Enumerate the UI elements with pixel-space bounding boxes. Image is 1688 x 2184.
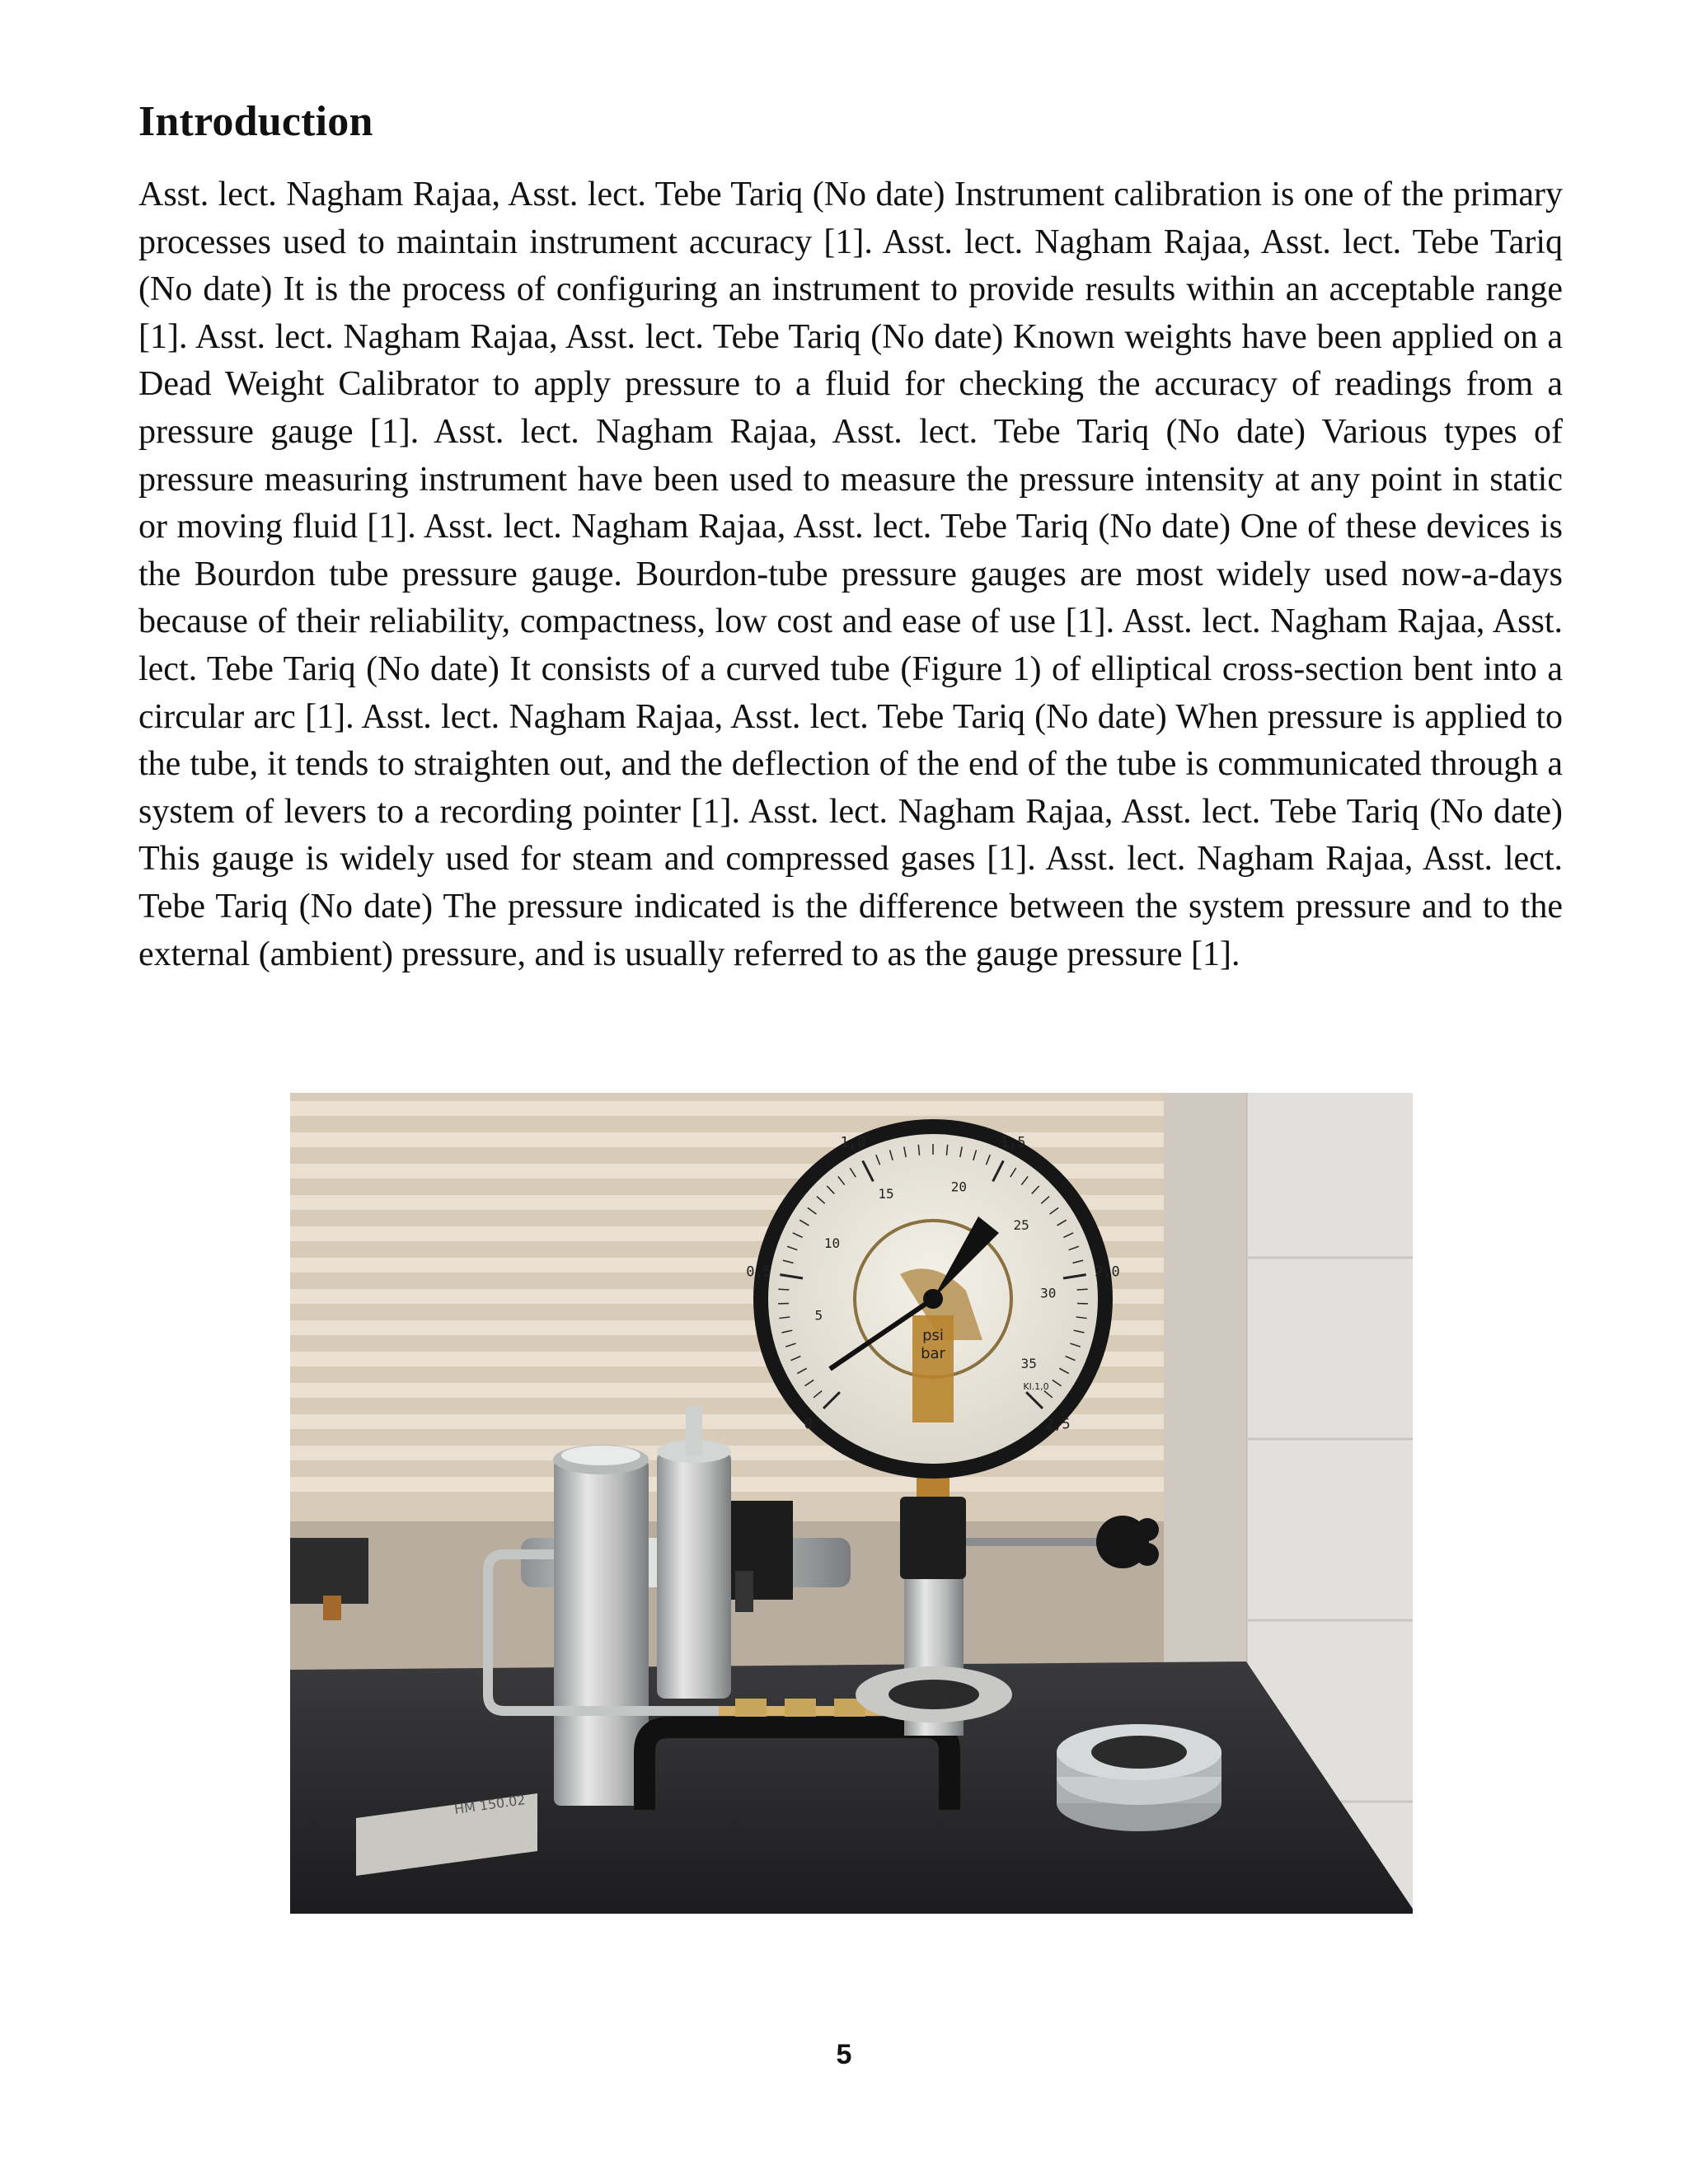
gauge-unit-psi: psi — [922, 1327, 944, 1344]
gauge-outer-label: 1,0 — [840, 1134, 866, 1151]
nameplate-text: HM 150.02 — [452, 1792, 527, 1817]
gauge-inner-label: 20 — [950, 1179, 967, 1195]
left-bench — [290, 1538, 368, 1604]
gauge-inner-label: 10 — [823, 1235, 841, 1252]
gauge-tick — [778, 1289, 789, 1290]
piston-cylinder — [657, 1451, 731, 1699]
gauge-outer-label: 2,0 — [1095, 1263, 1120, 1281]
page-number: 5 — [836, 2039, 852, 2070]
gauge-outer-label: 0 — [804, 1416, 813, 1433]
gauge-inner-label: 15 — [878, 1186, 894, 1202]
gauge-accuracy-class: Kl.1,0 — [1023, 1381, 1049, 1392]
section-heading: Introduction — [138, 98, 373, 145]
gauge-outer-label: 2,5 — [1044, 1416, 1071, 1433]
gauge-inner-label: 35 — [1020, 1356, 1037, 1372]
figure-dead-weight-calibrator-photo — [290, 1093, 1413, 1914]
calibration-weights — [1057, 1724, 1221, 1831]
gauge-tick — [1077, 1289, 1088, 1290]
intro-paragraph: Asst. lect. Nagham Rajaa, Asst. lect. Tebe Tariq (No date) Instrument calibration is one of the primary processes used to maintain instrument accuracy [1]. Asst. lect. Nagham Rajaa, Asst. lect. Tebe Tariq (No date) It is the process of configuring an instrument to provide results within an acceptable range [1]. Asst. lect. Nagham Rajaa, Asst. lect. Tebe Tariq (No date) Known weights have been applied on a Dead Weight Calibrator to apply pressure to a fluid for checking the accuracy of readings from a pressure gauge [1]. Asst. lect. Nagham Rajaa, Asst. lect. Tebe Tariq (No date) Various types of pressure measuring instrument have been used to measure the pressure intensity at any point in static or moving fluid [1]. Asst. lect. Nagham Rajaa, Asst. lect. Tebe Tariq (No date) One of these devices is the Bourdon tube pressure gauge. Bourdon-tube pressure gauges are most widely used now-a-days because of their reliability, compactness, low cost and ease of use [1]. Asst. lect. Nagham Rajaa, Asst. lect. Tebe Tariq (No date) It consists of a curved tube (Figure 1) of elliptical cross-section bent into a circular arc [1]. Asst. lect. Nagham Rajaa, Asst. lect. Tebe Tariq (No date) When pressure is applied to the tube, it tends to straighten out, and the deflection of the end of the tube is communicated through a system of levers to a recording pointer [1]. Asst. lect. Nagham Rajaa, Asst. lect. Tebe Tariq (No date) This gauge is widely used for steam and compressed gases [1]. Asst. lect. Nagham Rajaa, Asst. lect. Tebe Tariq (No date) The pressure indicated is the difference between the system pressure and to the external (ambient) pressure, and is usually referred to as the gauge pressure [1]. — [138, 176, 1563, 973]
gauge-outer-label: 1,5 — [1000, 1134, 1026, 1151]
gauge-outer-label: 0,5 — [746, 1263, 771, 1281]
gauge-inner-label: 30 — [1040, 1285, 1057, 1301]
gauge-unit-bar: bar — [921, 1345, 945, 1362]
gauge-inner-label: 25 — [1013, 1216, 1029, 1233]
gauge-inner-label: 5 — [814, 1307, 823, 1324]
